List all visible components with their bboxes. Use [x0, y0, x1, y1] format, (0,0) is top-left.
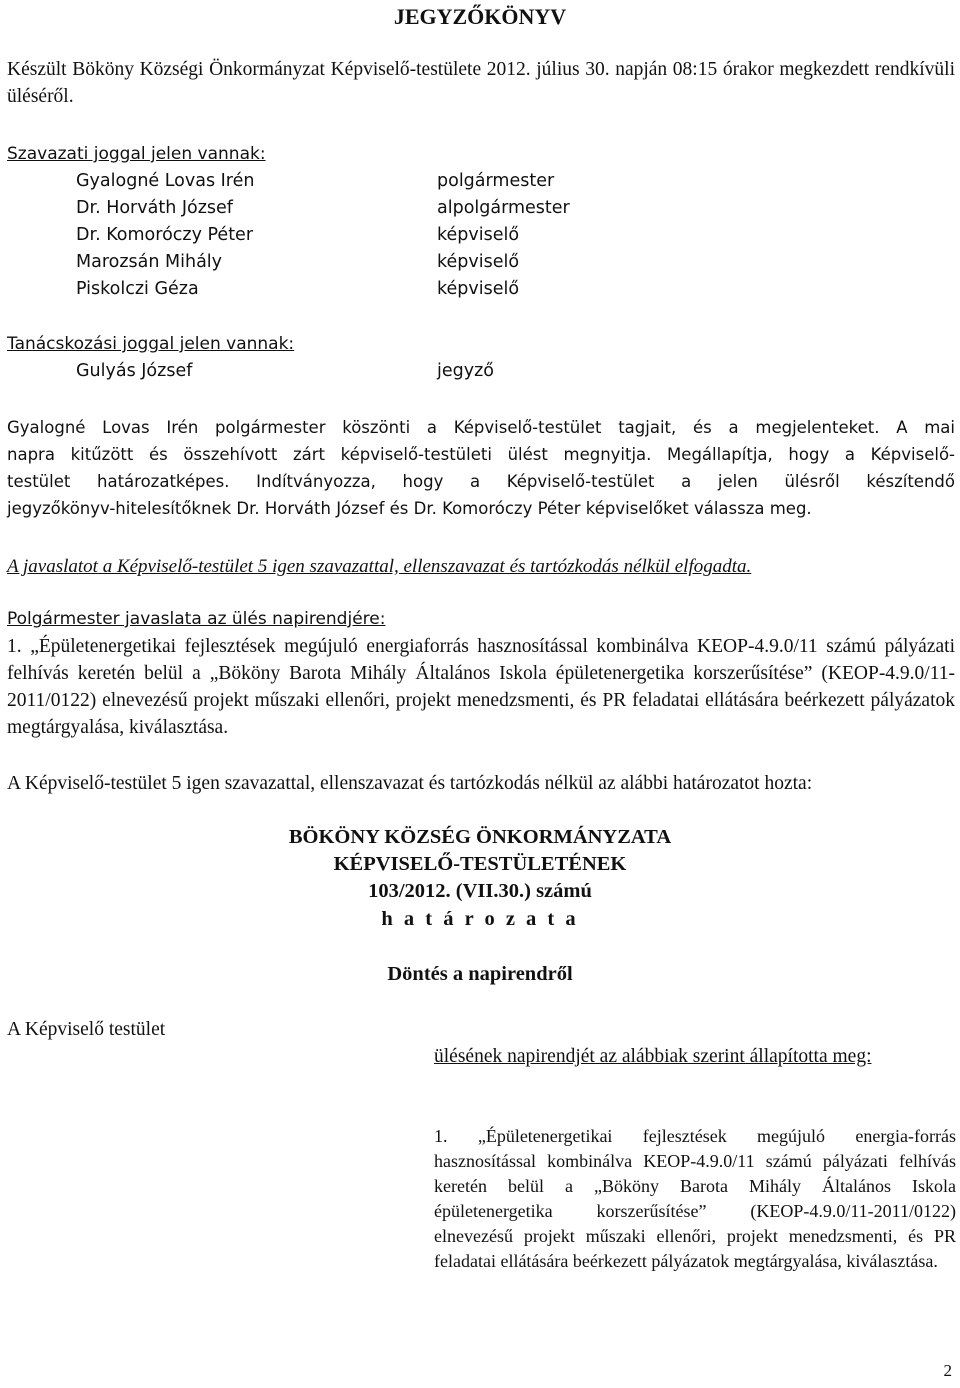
resolution-decision-item: 1. „Épületenergetikai fejlesztések megújuló energia-forrás hasznosítással kombinálva KEOP-4.9.0/11 számú pályázati felhívás keretén belül a „Bököny Barota Mihály Általános Iskola épületenergetika korszerűsítése” (KEOP-4.9.0/11-2011/0122) elnevezésű projekt műszaki ellenőri, projekt menedzsmenti, és PR feladatai ellátására beérkezett pályázatok megtárgyalása, kiválasztása. [434, 1126, 956, 1271]
opening-line: jegyzőkönyv-hitelesítőknek Dr. Horváth József és Dr. Komoróczy Péter képviselőket válassza meg. [7, 499, 812, 518]
resolution-authority: BÖKÖNY KÖZSÉG ÖNKORMÁNYZATA [288, 826, 672, 848]
resolution-body: KÉPVISELŐ-TESTÜLETÉNEK [333, 853, 627, 875]
resolution-decision: ülésének napirendjét az alábbiak szerint állapította meg: [434, 1046, 872, 1067]
member-role: alpolgármester [437, 198, 570, 218]
member-role: jegyző [437, 361, 494, 381]
opening-line: testület határozatképes. Indítványozza, hogy a Képviselő-testület a jelen ülésről készítendő [7, 472, 955, 491]
opening-line: napra kitűzött és összehívott zárt képviselő-testületi ülést megnyitja. Megállapítja, hogy a Képviselő- [7, 445, 955, 464]
member-role: képviselő [437, 225, 520, 245]
member-role: képviselő [437, 279, 520, 299]
resolution-subject: Döntés a napirendről [387, 963, 573, 985]
member-name: Piskolczi Géza [76, 279, 199, 299]
member-name: Gyalogné Lovas Irén [76, 171, 255, 191]
document-title: JEGYZŐKÖNYV [393, 4, 567, 29]
agenda-heading: Polgármester javaslata az ülés napirendjére: [7, 609, 386, 629]
opening-paragraph [7, 414, 955, 522]
resolution-left-label: A Képviselő testület [7, 1019, 166, 1040]
member-name: Dr. Komoróczy Péter [76, 225, 254, 245]
vote-statement: A Képviselő-testület 5 igen szavazattal, ellenszavazat és tartózkodás nélkül az alábbi határozatot hozta: [7, 773, 813, 794]
advisory-heading: Tanácskozási joggal jelen vannak: [7, 334, 295, 354]
member-name: Marozsán Mihály [76, 252, 223, 272]
agenda-item: 1. „Épületenergetikai fejlesztések megújuló energiaforrás hasznosítással kombinálva KEOP-4.9.0/11 számú pályázati felhívás keretén belül a „Bököny Barota Mihály Általános Iskola épületenergetika korszerűsítése” (KEOP-4.9.0/11-2011/0122) elnevezésű projekt műszaki ellenőri, projekt menedzsmenti, és PR feladatai ellátására beérkezett pályázatok megtárgyalása, kiválasztása. [7, 636, 955, 738]
member-name: Dr. Horváth József [76, 198, 233, 218]
voting-heading: Szavazati joggal jelen vannak: [7, 144, 266, 164]
acceptance-statement: A javaslatot a Képviselő-testület 5 igen szavazattal, ellenszavazat és tartózkodás nélkül elfogadta. [7, 556, 752, 577]
member-role: polgármester [437, 171, 555, 191]
resolution-number: 103/2012. (VII.30.) számú [368, 880, 592, 902]
opening-line: Gyalogné Lovas Irén polgármester köszönti a Képviselő-testület tagjait, és a megjelenteket. A mai [7, 418, 955, 437]
member-role: képviselő [437, 252, 520, 272]
intro-paragraph: Készült Bököny Községi Önkormányzat Képviselő-testülete 2012. július 30. napján 08:15 órakor megkezdett rendkívüli üléséről. [7, 59, 955, 107]
resolution-label: h a t á r o z a t a [381, 908, 579, 930]
page-number: 2 [943, 1361, 952, 1380]
member-name: Gulyás József [76, 361, 193, 381]
